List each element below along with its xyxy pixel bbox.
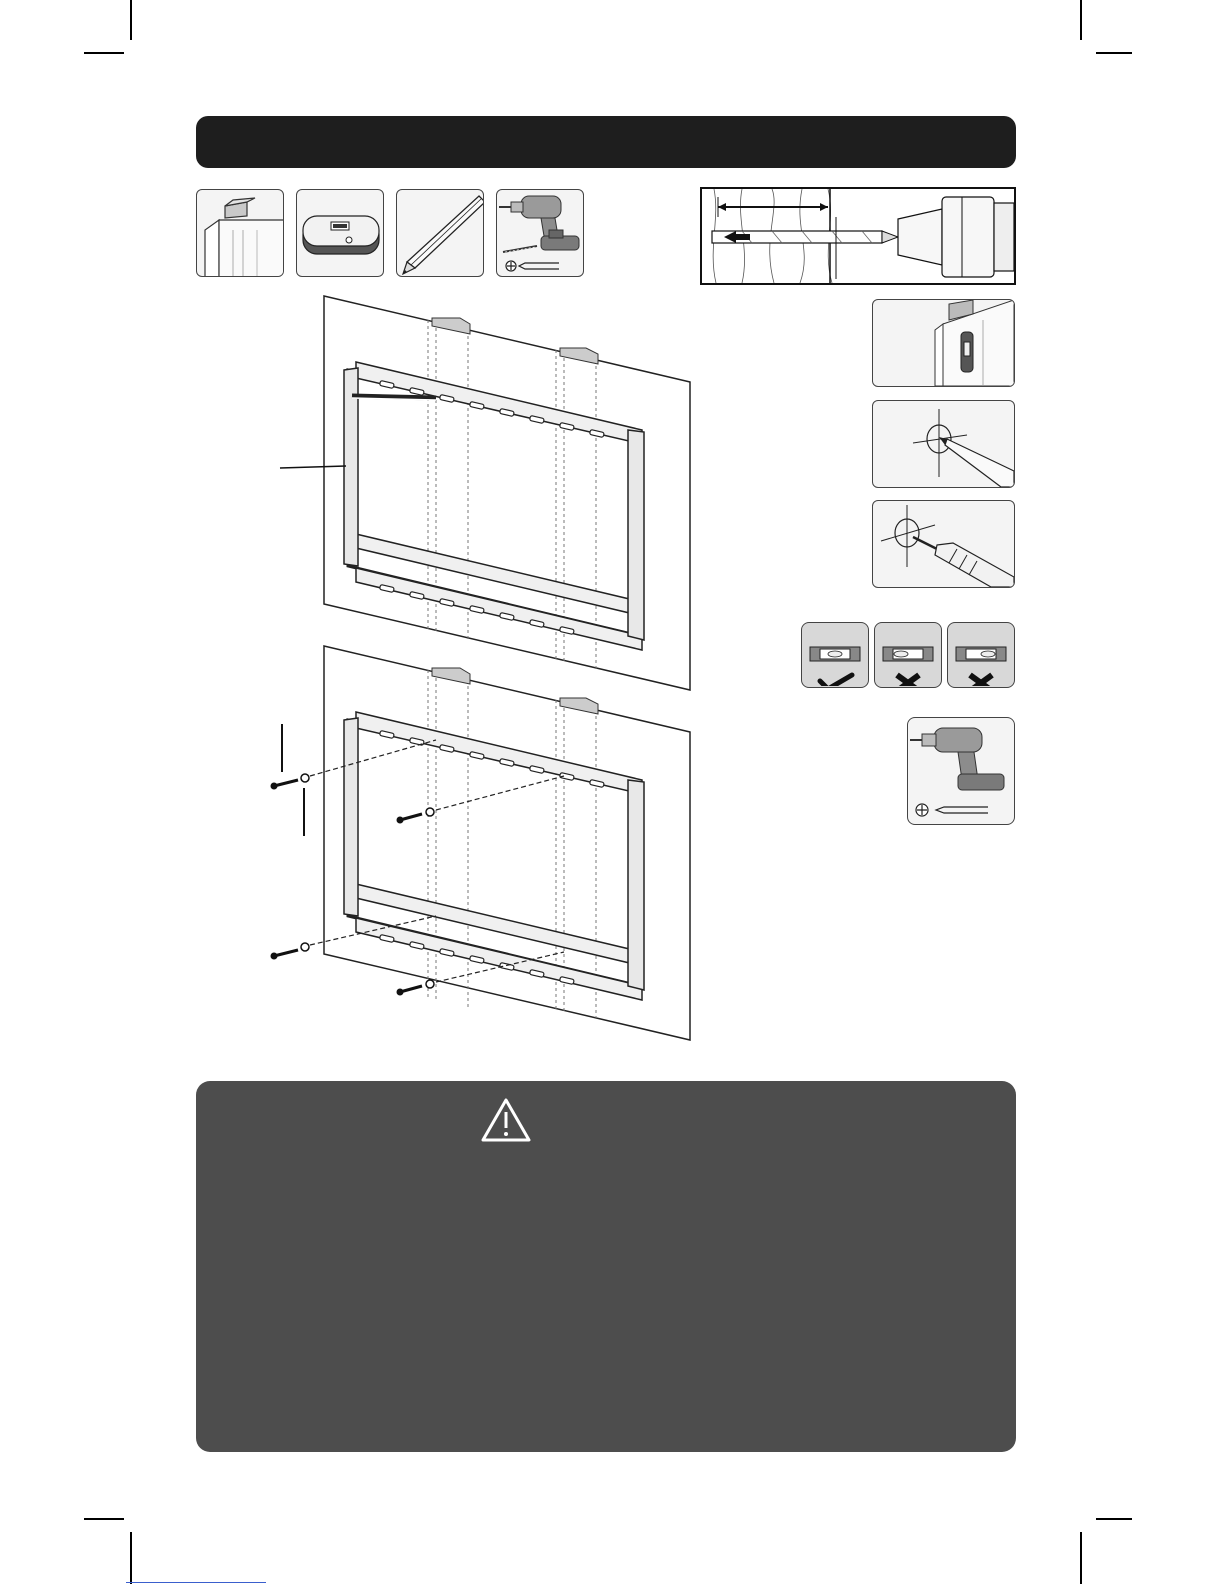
section-header-bar (196, 116, 1016, 168)
crop-mark (1096, 52, 1132, 54)
stud-finder-icon (297, 190, 384, 277)
crop-mark (1096, 1518, 1132, 1520)
level-check-bad-left (874, 622, 942, 688)
pencil-icon (397, 190, 484, 277)
level-check-ok (801, 622, 869, 688)
wood-stud-icon (197, 190, 284, 277)
tool-drill (496, 189, 584, 277)
bottom-rule (126, 1582, 266, 1583)
crop-mark (84, 52, 124, 54)
mount-screw-illustration (260, 640, 710, 1050)
crop-mark (1080, 0, 1082, 40)
level-check-bad-right (947, 622, 1015, 688)
warning-panel (196, 1081, 1016, 1452)
crop-mark (130, 0, 132, 40)
crop-mark (84, 1518, 124, 1520)
level-tilted-left-icon (875, 623, 940, 686)
locate-stud-icon (873, 300, 1014, 386)
tool-drill-screws (907, 717, 1015, 825)
step-mark-hole (872, 400, 1015, 488)
drill-depth-diagram (700, 187, 1016, 285)
level-tilted-right-icon (948, 623, 1013, 686)
mount-position-illustration (260, 290, 710, 700)
tool-pencil (396, 189, 484, 277)
drill-phillips-icon (908, 718, 1013, 823)
tool-stud-finder (296, 189, 384, 277)
drill-depth-diagram-icon (702, 189, 1014, 283)
mark-hole-icon (873, 401, 1014, 487)
tool-wood-stud (196, 189, 284, 277)
drill-icon (497, 190, 584, 277)
step-locate-stud (872, 299, 1015, 387)
level-ok-icon (802, 623, 867, 686)
crop-mark (1080, 1532, 1082, 1584)
drill-hole-icon (873, 501, 1014, 587)
crop-mark (130, 1532, 132, 1584)
warning-triangle-icon (480, 1097, 532, 1143)
step-drill-hole (872, 500, 1015, 588)
